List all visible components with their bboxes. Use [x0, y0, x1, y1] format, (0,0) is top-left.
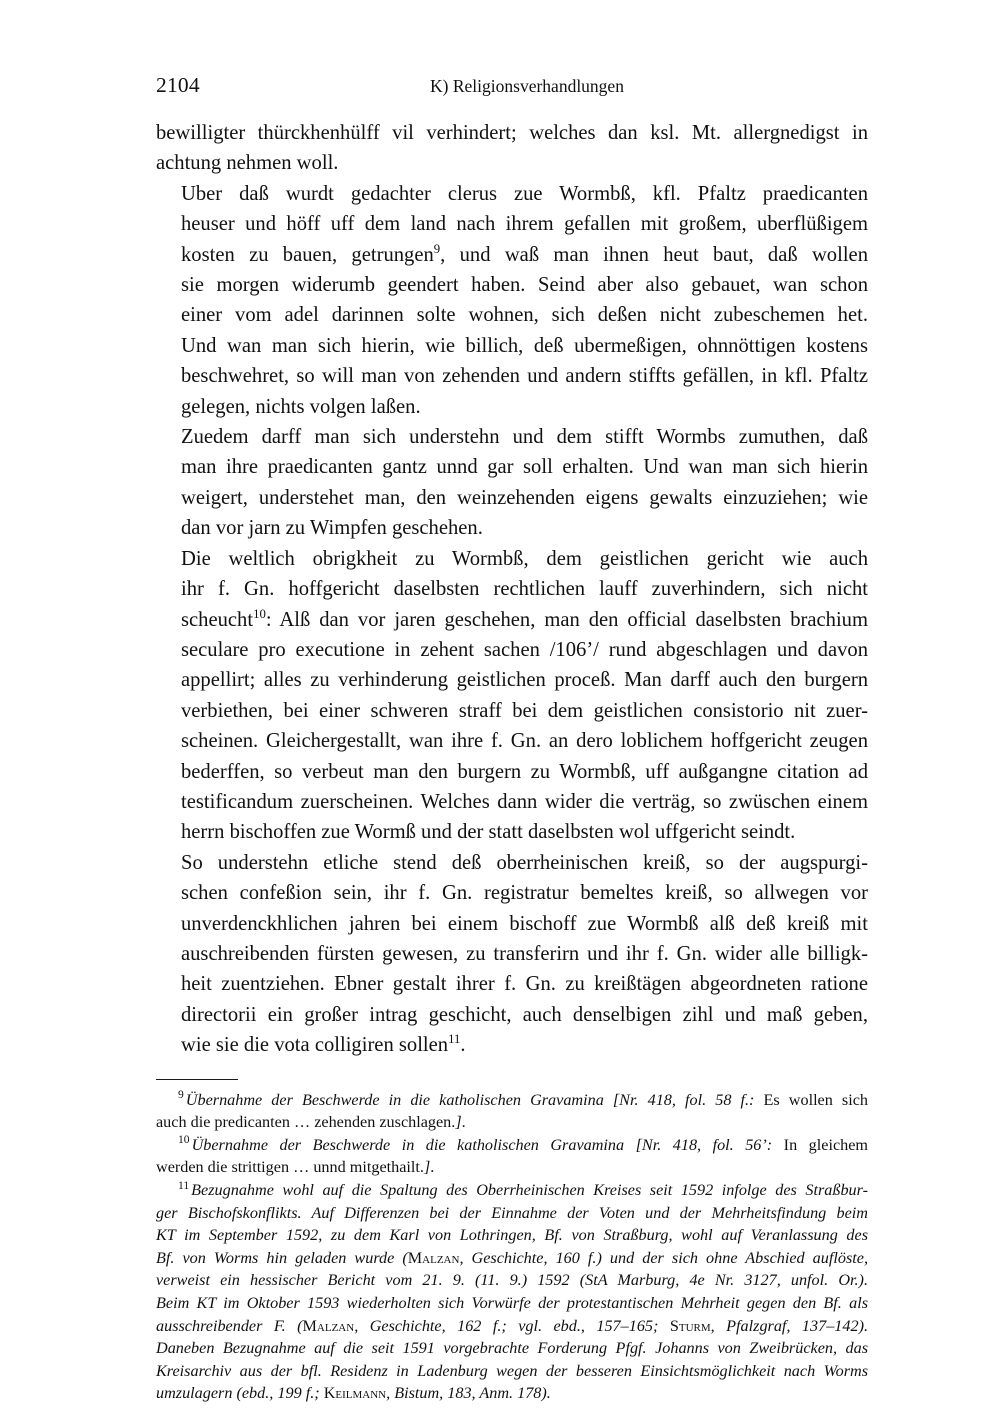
paragraph [156, 422, 868, 544]
text-fragment: kosten zu bauen, getrungen [181, 243, 434, 266]
footnote-line [156, 1179, 868, 1202]
footnote-number: 11 [178, 1178, 190, 1192]
running-head [156, 72, 868, 118]
footnote-line [156, 1315, 868, 1338]
text-line: auschreibenden fürsten gewesen, zu transferirn und ihr f. Gn. wider alle billigk- [181, 942, 868, 965]
footnote-item [156, 1179, 868, 1405]
text-line: heuser und höff uff dem land nach ihrem gefallen mit großem, uberflüßigem [181, 213, 868, 236]
author-name-smallcaps: Malzan [407, 1248, 460, 1267]
footnote-text: . [430, 1158, 435, 1177]
footnote-ref-9[interactable]: 9 [433, 241, 441, 256]
text-line-with-footnote-ref [156, 605, 868, 635]
footnote-line [156, 1134, 868, 1157]
paragraph [156, 118, 868, 179]
author-name-smallcaps: Keilmann [323, 1384, 387, 1403]
text-line: directorii ein großer intrag geschicht, auch denselbigen zihl und maß geben, [181, 1003, 868, 1026]
text-line: dan vor jarn zu Wimpfen geschehen. [181, 517, 483, 540]
text-line: sie morgen widerumb geendert haben. Seind aber also gebauet, wan schon [181, 274, 868, 297]
footnote-bracket-italic: ] [455, 1113, 462, 1132]
footnote-line [156, 1089, 868, 1112]
text-line: Die weltlich obrigkheit zu Wormbß, dem geistlichen gericht wie auch [181, 547, 868, 570]
footnote-line: verweist ein hessischer Bericht vom 21. 9. (11. 9.) 1592 (StA Marburg, 4e Nr. 3127, unfol. Or.). [156, 1271, 868, 1290]
text-line: scheinen. Gleichergestallt, wan ihre f. Gn. an dero loblichem hoffgericht zeugen [181, 730, 868, 753]
text-line: bederffen, so verbeut man den burgern zu Wormbß, uff außgangne citation ad [181, 760, 868, 783]
footnote-separator-rule [156, 1079, 238, 1080]
footnote-number: 10 [178, 1133, 190, 1147]
text-fragment: : Alß dan vor jaren geschehen, man den official daselbsten brachium [265, 608, 868, 631]
footnote-ref-11[interactable]: 11 [448, 1032, 461, 1047]
text-fragment: wie sie die vota colligiren sollen [181, 1034, 449, 1057]
footnote-line [156, 1382, 868, 1405]
footnote-text: , Geschichte, 162 f.; vgl. ebd., 157–165; [354, 1316, 670, 1335]
author-name-smallcaps: Malzan [302, 1316, 355, 1335]
footnote-item [156, 1134, 868, 1179]
footnote-ref-10[interactable]: 10 [253, 606, 266, 621]
footnote-text: In gleichem [772, 1135, 868, 1154]
body-text [156, 118, 868, 1061]
author-name-smallcaps: Sturm [669, 1316, 711, 1335]
text-line: beschwehret, so will man von zehenden und andern stiffts gefällen, in kfl. Pfaltz [181, 365, 868, 388]
footnote-line: Daneben Bezugnahme auf die seit 1591 vorgebrachte Forderung Pfgf. Johanns von Zweibrücken, das [156, 1339, 868, 1358]
text-line: schen confeßion sein, ihr f. Gn. registratur bemeltes kreiß, so allwegen vor [181, 882, 868, 905]
footnote-text: , Pfalzgraf, 137–142). [710, 1316, 869, 1335]
page-number: 2104 [156, 73, 200, 97]
footnote-text: Bezugnahme wohl auf die Spaltung des Oberrheinischen Kreises seit 1592 infolge des Straßbur- [191, 1180, 868, 1199]
footnote-text: werden die strittigen … unnd mitgethailt. [156, 1158, 424, 1177]
text-fragment: scheucht [181, 608, 254, 631]
text-line: Uber daß wurdt gedachter clerus zue Wormbß, kfl. Pfaltz praedicanten [181, 182, 868, 205]
paragraph [156, 179, 868, 422]
footnote-text: Bf. von Worms hin geladen wurde ( [156, 1248, 408, 1267]
text-line: Zuedem darff man sich understehn und dem stifft Wormbs zumuthen, daß [181, 426, 868, 449]
paragraph [156, 544, 868, 848]
footnote-line: Kreisarchiv aus der bfl. Residenz in Ladenburg wegen der besseren Einsichtsmöglichkeit nach Worms [156, 1361, 868, 1380]
footnote-line [156, 1156, 868, 1179]
footnote-title-italic: Übernahme der Beschwerde in die katholischen Gravamina [Nr. 418, fol. 56’: [191, 1135, 773, 1154]
text-line: Und wan man sich hierin, wie billich, deß ubermeßigen, ohnnöttigen kostens [181, 334, 868, 357]
text-line: verbiethen, bei einer schweren straff bei dem geistlichen consistorio nit zuer- [181, 699, 868, 722]
footnotes-section [156, 1079, 868, 1405]
text-line: appellirt; alles zu verhinderung geistlichen proceß. Man darff auch den burgern [181, 669, 868, 692]
footnote-line: ger Bischofskonflikts. Auf Differenzen bei der Einnahme der Voten und der Mehrheitsfindung beim [156, 1203, 868, 1222]
text-line: unverdenckhlichen jahren bei einem bischoff zue Wormbß alß deß kreiß mit [181, 912, 868, 935]
text-line: achtung nehmen woll. [156, 152, 339, 175]
text-fragment: . [460, 1034, 466, 1057]
footnote-number: 9 [178, 1088, 184, 1102]
text-line: gelegen, nichts volgen laßen. [181, 395, 421, 418]
footnote-text: . [461, 1113, 466, 1132]
page-content-column [156, 0, 868, 1405]
text-line: herrn bischoffen zue Wormß und der statt daselbsten wol uffgericht seindt. [181, 821, 796, 844]
footnote-item [156, 1089, 868, 1134]
text-line: So understehn etliche stend deß oberrheinischen kreiß, so der augspurgi- [181, 851, 868, 874]
text-line: weigert, understehet man, den weinzehenden eigens gewalts einzuziehen; wie [181, 486, 868, 509]
footnote-title-italic: Übernahme der Beschwerde in die katholischen Gravamina [Nr. 418, fol. 58 f.: [185, 1090, 755, 1109]
text-line: ihr f. Gn. hoffgericht daselbsten rechtlichen lauff zuverhindern, sich nicht [181, 578, 868, 601]
footnote-text: Es wollen sich [754, 1090, 868, 1109]
footnote-line [156, 1111, 868, 1134]
text-line: man ihre praedicanten gantz unnd gar soll erhalten. Und wan man sich hierin [181, 456, 868, 479]
text-line-with-footnote-ref [156, 240, 868, 270]
footnote-text: ausschreibender F. ( [156, 1316, 303, 1335]
running-title: K) Religionsverhandlungen [430, 76, 624, 96]
footnote-line: Beim KT im Oktober 1593 wiederholten sich Vorwürfe der protestantischen Mehrheit gegen den Bf. als [156, 1293, 868, 1312]
footnote-bracket-italic: ] [423, 1158, 431, 1177]
text-line: einer vom adel darinnen solte wohnen, sich deßen nicht zubeschemen het. [181, 304, 868, 327]
footnote-text: umzulagern (ebd., 199 f.; [156, 1384, 324, 1403]
footnote-text: auch die predicanten … zehenden zuschlagen. [156, 1113, 456, 1132]
footnote-line [156, 1247, 868, 1270]
footnote-text: , Bistum, 183, Anm. 178). [386, 1384, 551, 1403]
text-line: bewilligter thürckhenhülff vil verhindert; welches dan ksl. Mt. allergnedigst in [156, 122, 868, 144]
text-fragment: , und waß man ihnen heut baut, daß wollen [440, 243, 868, 266]
paragraph [156, 848, 868, 1061]
footnote-text: , Geschichte, 160 f.) und der sich ohne Abschied auflöste, [459, 1248, 868, 1267]
text-line: testificandum zuerscheinen. Welches dann wider die verträg, so zwüschen einem [181, 790, 868, 813]
footnote-line: KT im September 1592, zu dem Karl von Lothringen, Bf. von Straßburg, wohl auf Veranlassung des [156, 1226, 868, 1245]
text-line: heit zuentziehen. Ebner gestalt ihrer f. Gn. zu kreißtägen abgeordneten ratione [181, 973, 868, 996]
text-line-with-footnote-ref [156, 1030, 868, 1060]
text-line: seculare pro executione in zehent sachen /106’/ rund abgeschlagen und davon [181, 638, 868, 661]
